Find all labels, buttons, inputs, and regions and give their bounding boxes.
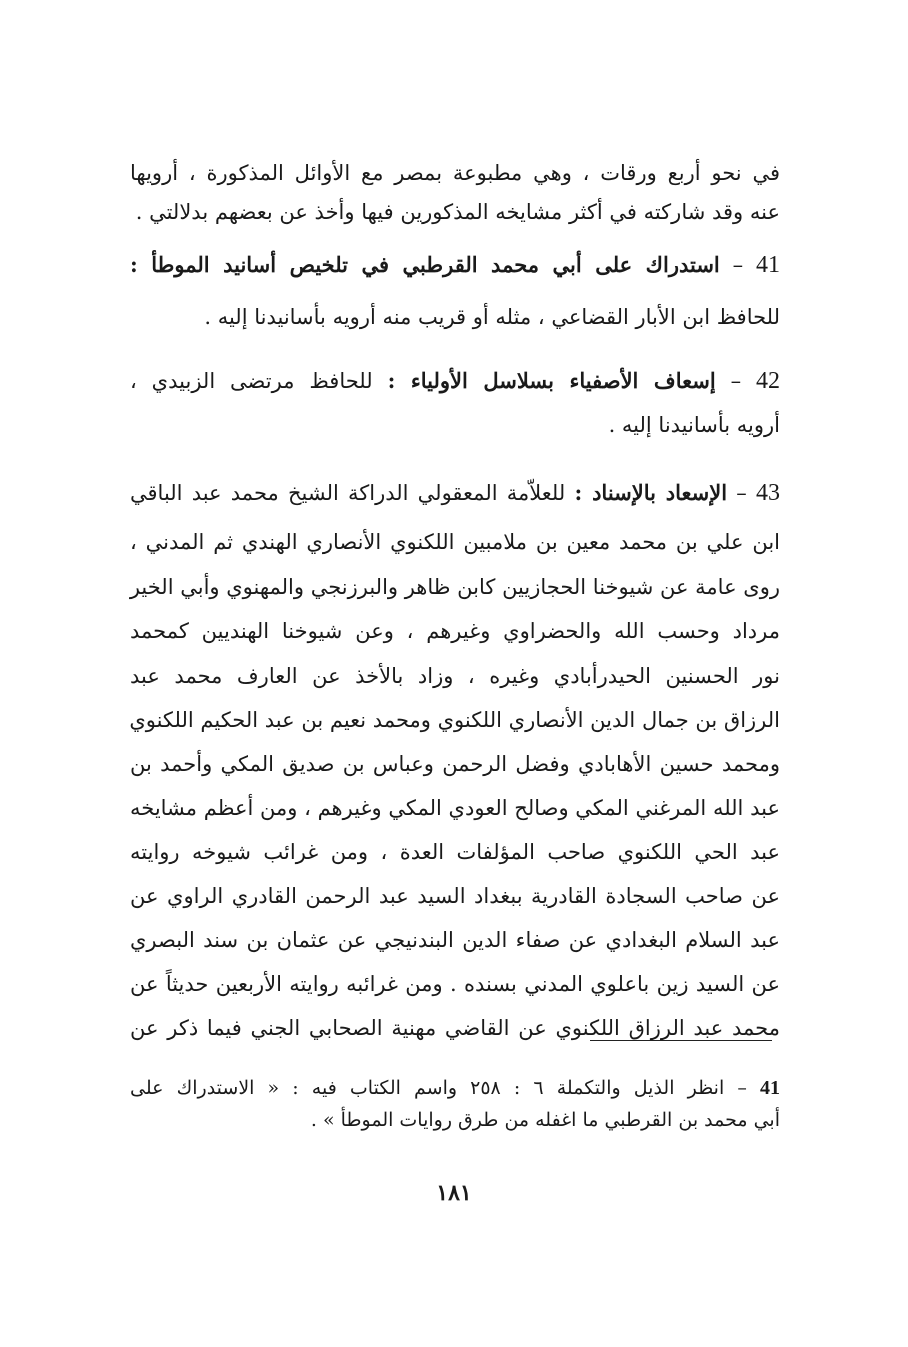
entry-43-line bbox=[130, 1013, 780, 1043]
entry-43-title: الإسعاد بالإسناد : bbox=[574, 480, 728, 505]
footnote-line-1 bbox=[130, 1074, 780, 1102]
entry-43-rest: للعلاّمة المعقولي الدراكة الشيخ محمد عبد الباقي bbox=[130, 481, 566, 505]
entry-43-line bbox=[130, 881, 780, 911]
entry-41-line-2 bbox=[130, 302, 780, 332]
footnote-number: 41 bbox=[760, 1077, 781, 1099]
intro-line-2-text: عنه وقد شاركته في أكثر مشايخه المذكورين فيها وأخذ عن بعضهم بدلالتي . bbox=[135, 200, 780, 224]
entry-42-heading bbox=[130, 366, 780, 396]
footnote-line-2-text: أبي محمد بن القرطبي ما اغفله من طرق روايات الموطأ » . bbox=[310, 1109, 780, 1131]
footnote-line-1-text: انظر الذيل والتكملة ٦ : ٢٥٨ واسم الكتاب فيه : « الاستدراك على bbox=[130, 1077, 725, 1099]
entry-43-line-text: ابن علي بن محمد معين بن ملامبين اللكنوي الأنصاري الهندي ثم المدني ، bbox=[130, 530, 780, 554]
entry-41-dash: – bbox=[732, 253, 744, 277]
page-number: ١٨١ bbox=[436, 1180, 472, 1206]
entry-43-line bbox=[130, 837, 780, 867]
entry-42-rest: للحافظ مرتضى الزبيدي ، bbox=[130, 369, 373, 393]
entry-43-line-text: عبد الله المرغني المكي وصالح العودي المكي وغيرهم ، ومن أعظم مشايخه bbox=[130, 796, 780, 820]
entry-43-line-text: الرزاق بن جمال الدين الأنصاري اللكنوي ومحمد نعيم بن عبد الحكيم اللكنوي bbox=[129, 708, 780, 732]
entry-43-line bbox=[130, 527, 780, 557]
entry-43-line bbox=[130, 749, 780, 779]
entry-43-line bbox=[130, 925, 780, 955]
entry-43-line-text: محمد عبد الرزاق اللكنوي عن القاضي مهنية الصحابي الجني فيما ذكر عن bbox=[130, 1016, 780, 1040]
entry-43-line bbox=[130, 969, 780, 999]
entry-42-number: 42 bbox=[756, 368, 781, 394]
entry-42-line-2-text: أرويه بأسانيدنا إليه . bbox=[608, 413, 780, 437]
entry-43-dash: – bbox=[736, 481, 747, 505]
entry-43-line-text: نور الحسنين الحيدرأبادي وغيره ، وزاد بالأخذ عن العارف محمد عبد bbox=[130, 664, 780, 688]
entry-43-heading bbox=[130, 478, 780, 508]
footnote-separator bbox=[590, 1040, 772, 1041]
entry-43-line-text: عبد السلام البغدادي عن صفاء الدين البندنيجي عن عثمان بن سند البصري bbox=[130, 928, 780, 952]
entry-43-line-text: مرداد وحسب الله والحضراوي وغيرهم ، وعن شيوخنا الهنديين كمحمد bbox=[130, 619, 780, 643]
intro-line-1-text: في نحو أربع ورقات ، وهي مطبوعة بمصر مع الأوائل المذكورة ، أرويها bbox=[130, 161, 780, 185]
entry-42-line-2 bbox=[130, 410, 780, 440]
intro-line-2 bbox=[130, 197, 780, 227]
entry-41-title: استدراك على أبي محمد القرطبي في تلخيص أسانيد الموطأ : bbox=[130, 252, 720, 277]
entry-41-number: 41 bbox=[756, 252, 780, 278]
entry-43-number: 43 bbox=[756, 480, 780, 506]
entry-42-title: إسعاف الأصفياء بسلاسل الأولياء : bbox=[387, 368, 716, 393]
entry-42-dash: – bbox=[730, 369, 742, 393]
entry-43-line-text: عن السيد زين باعلوي المدني بسنده . ومن غرائبه روايته الأربعين حديثاً عن bbox=[130, 972, 780, 996]
intro-line-1 bbox=[130, 158, 780, 188]
entry-43-line bbox=[130, 661, 780, 691]
entry-43-line bbox=[130, 705, 780, 735]
footnote-dash: – bbox=[737, 1077, 747, 1099]
footnote-line-2 bbox=[130, 1106, 780, 1134]
entry-43-line-text: عن صاحب السجادة القادرية ببغداد السيد عبد الرحمن القادري الراوي عن bbox=[130, 884, 780, 908]
entry-43-line bbox=[130, 616, 780, 646]
entry-43-line bbox=[130, 793, 780, 823]
entry-43-line-text: عبد الحي اللكنوي صاحب المؤلفات العدة ، ومن غرائب شيوخه روايته bbox=[130, 840, 780, 864]
entry-43-line-text: ومحمد حسين الأهابادي وفضل الرحمن وعباس بن صديق المكي وأحمد بن bbox=[130, 752, 780, 776]
entry-41-heading bbox=[130, 250, 780, 280]
entry-41-line-2-text: للحافظ ابن الأبار القضاعي ، مثله أو قريب منه أرويه بأسانيدنا إليه . bbox=[204, 305, 780, 329]
entry-43-line bbox=[130, 572, 780, 602]
entry-43-line-text: روى عامة عن شيوخنا الحجازيين كابن ظاهر والبرزنجي والمهنوي وأبي الخير bbox=[129, 575, 780, 599]
